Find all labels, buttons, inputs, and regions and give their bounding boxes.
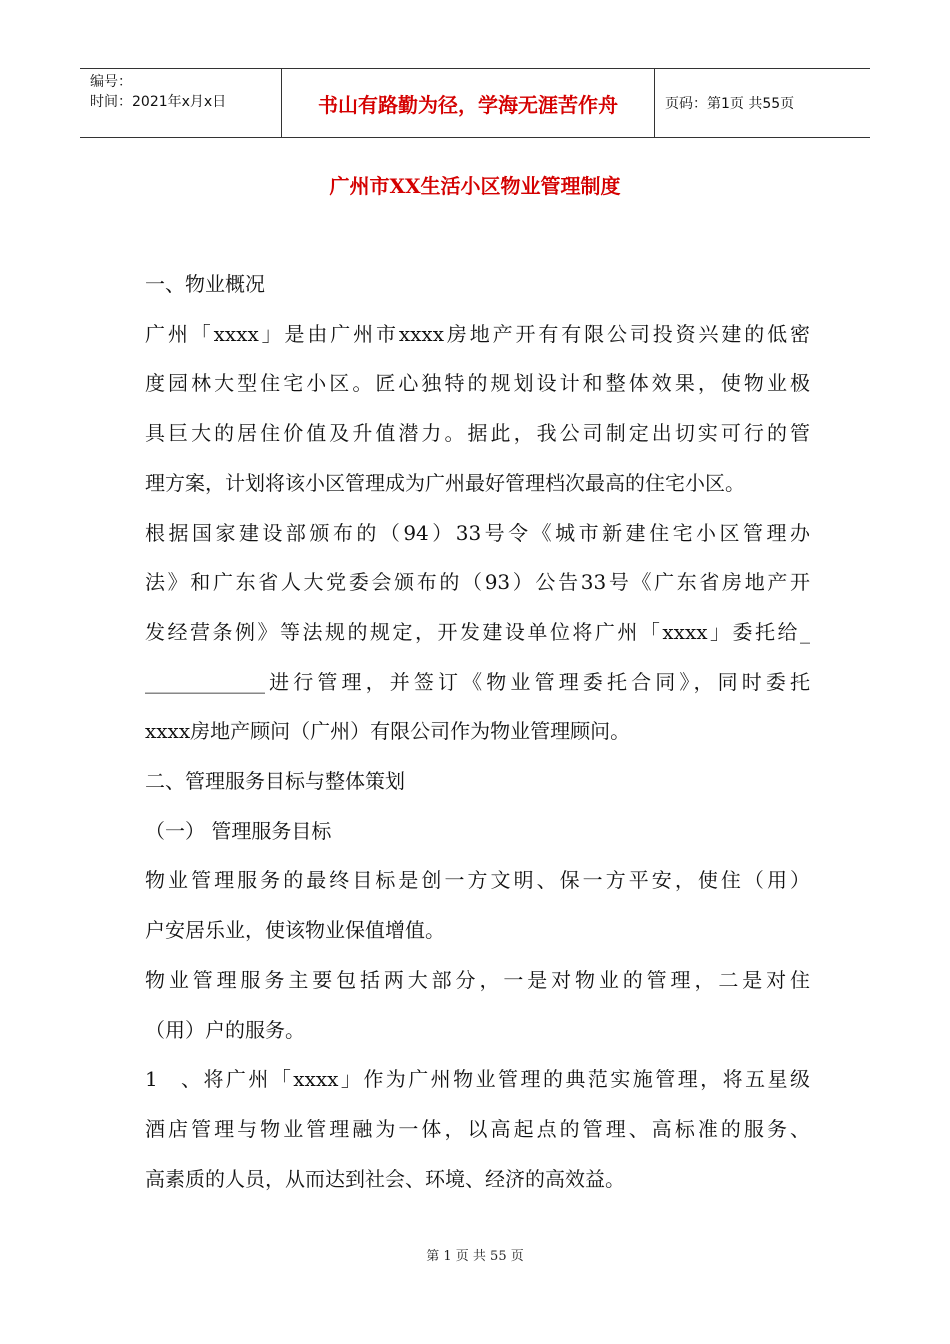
text-line: 理方案，计划将该小区管理成为广州最好管理档次最高的住宅小区。 [145,470,745,495]
text-line: 发经营条例》等法规的规定，开发建设单位将广州「xxxx」委托给_ [145,619,810,644]
document-body [145,260,810,1204]
paragraph-regulations [145,509,810,758]
section-heading-2: 二、管理服务目标与整体策划 [145,769,405,794]
page-footer: 第 1 页 共 55 页 [426,1249,524,1264]
text-line: 户安居乐业，使该物业保值增值。 [145,918,445,943]
text-line: 广州「xxxx」是由广州市xxxx房地产开有有限公司投资兴建的低密 [145,321,810,346]
text-line: 具巨大的居住价值及升值潜力。据此，我公司制定出切实可行的管 [145,421,810,446]
document-header [80,68,870,138]
time-label: 时间：2021年x月x日 [90,94,227,110]
text-line: 根据国家建设部颁布的（94）33号令《城市新建住宅小区管理办 [145,520,810,545]
item-number: 1、 [145,1067,201,1092]
text-line: ____________进行管理，并签订《物业管理委托合同》，同时委托 [145,669,810,694]
header-page-info: 页码：第1页 共55页 [665,96,795,112]
text-line: 物业管理服务主要包括两大部分，一是对物业的管理，二是对住 [145,967,810,992]
text-line: 酒店管理与物业管理融为一体，以高起点的管理、高标准的服务、 [145,1116,810,1141]
subsection-heading-1: （一） 管理服务目标 [145,818,332,843]
numbered-item-1 [145,1055,810,1204]
numbered-line [145,1055,810,1105]
header-motto: 书山有路勤为径，学海无涯苦作舟 [282,69,655,137]
text-line: 高素质的人员，从而达到社会、环境、经济的高效益。 [145,1166,625,1191]
paragraph-scope [145,956,810,1055]
text-line: 法》和广东省人大党委会颁布的（93）公告33号《广东省房地产开 [145,570,810,595]
paragraph-overview [145,310,810,509]
paragraph-goal [145,856,810,955]
text-line: 将广州「xxxx」作为广州物业管理的典范实施管理，将五星级 [201,1067,810,1092]
header-meta [80,69,282,137]
section-heading-1: 一、物业概况 [145,272,265,296]
text-line: 度园林大型住宅小区。匠心独特的规划设计和整体效果，使物业极 [145,371,810,396]
text-line: 物业管理服务的最终目标是创一方文明、保一方平安，使住（用） [145,868,810,893]
text-line: xxxx房地产顾问（广州）有限公司作为物业管理顾问。 [145,719,631,744]
number-label: 编号： [90,74,132,90]
text-line: （用）户的服务。 [145,1017,305,1042]
document-title: 广州市XX生活小区物业管理制度 [329,174,621,198]
